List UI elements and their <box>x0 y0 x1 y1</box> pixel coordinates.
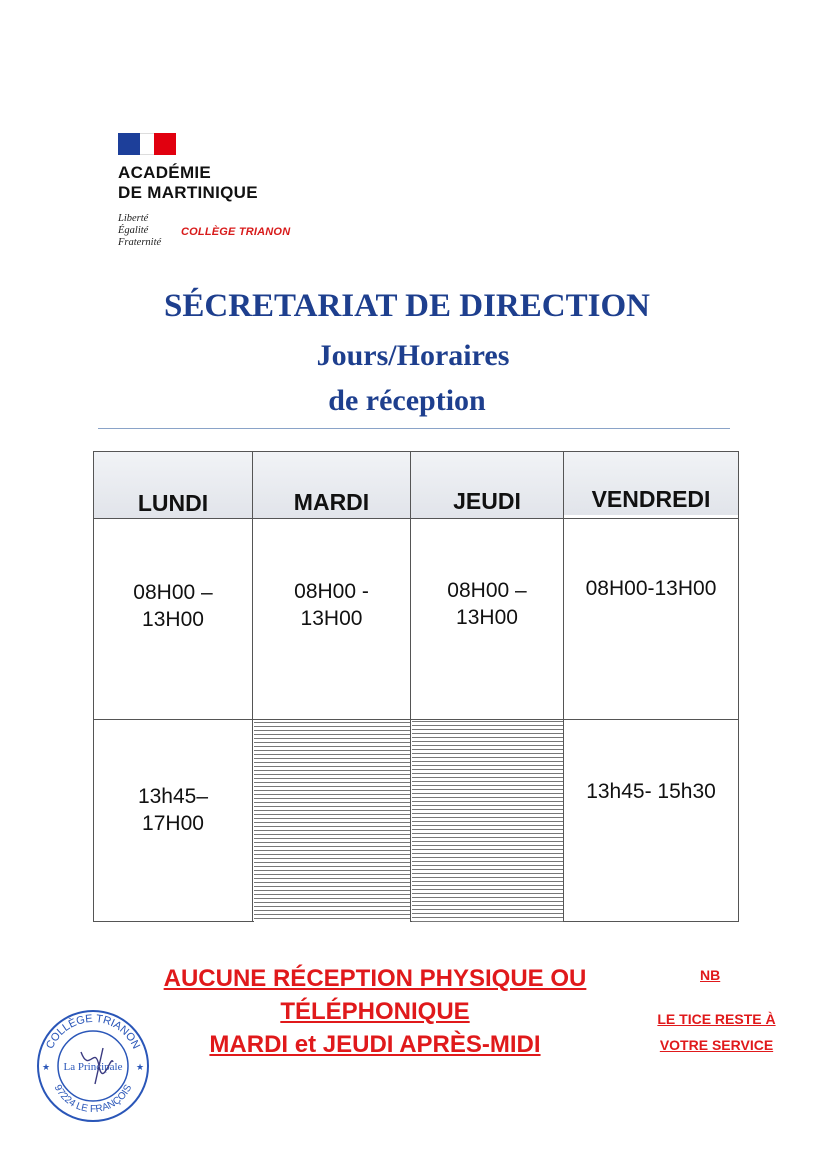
motto-fraternite: Fraternité <box>118 237 162 248</box>
tice-note-line2: VOTRE SERVICE <box>659 1037 774 1053</box>
academy-name-line1: ACADÉMIE <box>118 163 212 182</box>
republic-motto <box>118 213 161 249</box>
page-subtitle-line2: de réception <box>328 384 486 417</box>
row-divider <box>94 719 738 720</box>
official-stamp-icon <box>33 1004 153 1124</box>
motto-egalite: Égalité <box>118 225 149 236</box>
time-line: 13h45- 15h30 <box>586 780 716 803</box>
academy-logo <box>118 133 338 203</box>
header-cell-mardi <box>253 452 410 518</box>
nb-label: NB <box>700 967 721 983</box>
marianne-flag-icon <box>118 133 176 155</box>
academy-name <box>118 163 338 203</box>
header-cell-vendredi <box>564 452 738 515</box>
stamp-top-text: COLLÈGE TRIANON <box>43 1012 143 1051</box>
stamp-bottom-text: 97224 LE FRANÇOIS <box>51 1083 135 1116</box>
page-subtitle-line1: Jours/Horaires <box>316 339 510 372</box>
time-line: 13H00 <box>456 606 518 629</box>
column-divider <box>252 452 253 921</box>
column-divider <box>563 452 564 921</box>
time-line: 08H00 – <box>133 581 213 604</box>
time-line: 13H00 <box>300 607 363 630</box>
column-divider <box>410 452 411 921</box>
cell-jeudi-morning <box>411 577 563 631</box>
notice-line3: MARDI et JEUDI APRÈS-MIDI <box>209 1031 541 1058</box>
header-label: LUNDI <box>137 490 209 516</box>
college-name: COLLÈGE TRIANON <box>181 226 291 238</box>
academy-name-line2: DE MARTINIQUE <box>118 183 258 202</box>
title-divider <box>98 428 730 429</box>
notice-line2: TÉLÉPHONIQUE <box>280 998 470 1025</box>
closure-notice <box>120 962 630 1061</box>
cell-vendredi-afternoon <box>564 778 738 805</box>
time-line: 08H00 - <box>294 580 369 603</box>
notice-line1: AUCUNE RÉCEPTION PHYSIQUE OU <box>163 965 587 992</box>
motto-liberte: Liberté <box>118 213 149 224</box>
header-label: MARDI <box>293 489 370 515</box>
tice-note <box>644 1006 789 1058</box>
cell-mardi-morning <box>253 578 410 632</box>
header-cell-lundi <box>94 452 252 518</box>
closed-cell-jeudi-afternoon <box>412 718 563 922</box>
cell-lundi-morning <box>94 579 252 633</box>
svg-text:★: ★ <box>42 1063 51 1073</box>
stamp-center-text: La Principale <box>63 1061 123 1073</box>
time-line: 13h45– <box>137 785 209 808</box>
schedule-table <box>93 451 739 922</box>
header-cell-jeudi <box>411 452 563 518</box>
header-divider <box>94 518 738 519</box>
closed-cell-mardi-afternoon <box>254 719 410 922</box>
header-label: VENDREDI <box>591 486 711 512</box>
time-line: 08H00-13H00 <box>585 577 717 600</box>
cell-lundi-afternoon <box>94 783 252 837</box>
time-line: 17H00 <box>142 812 204 835</box>
cell-vendredi-morning <box>564 575 738 602</box>
header-label: JEUDI <box>453 488 521 514</box>
time-line: 08H00 – <box>447 579 527 602</box>
svg-text:★: ★ <box>136 1063 145 1073</box>
page-title: SÉCRETARIAT DE DIRECTION <box>164 288 650 324</box>
time-line: 13H00 <box>142 608 204 631</box>
tice-note-line1: LE TICE RESTE À <box>657 1011 776 1027</box>
